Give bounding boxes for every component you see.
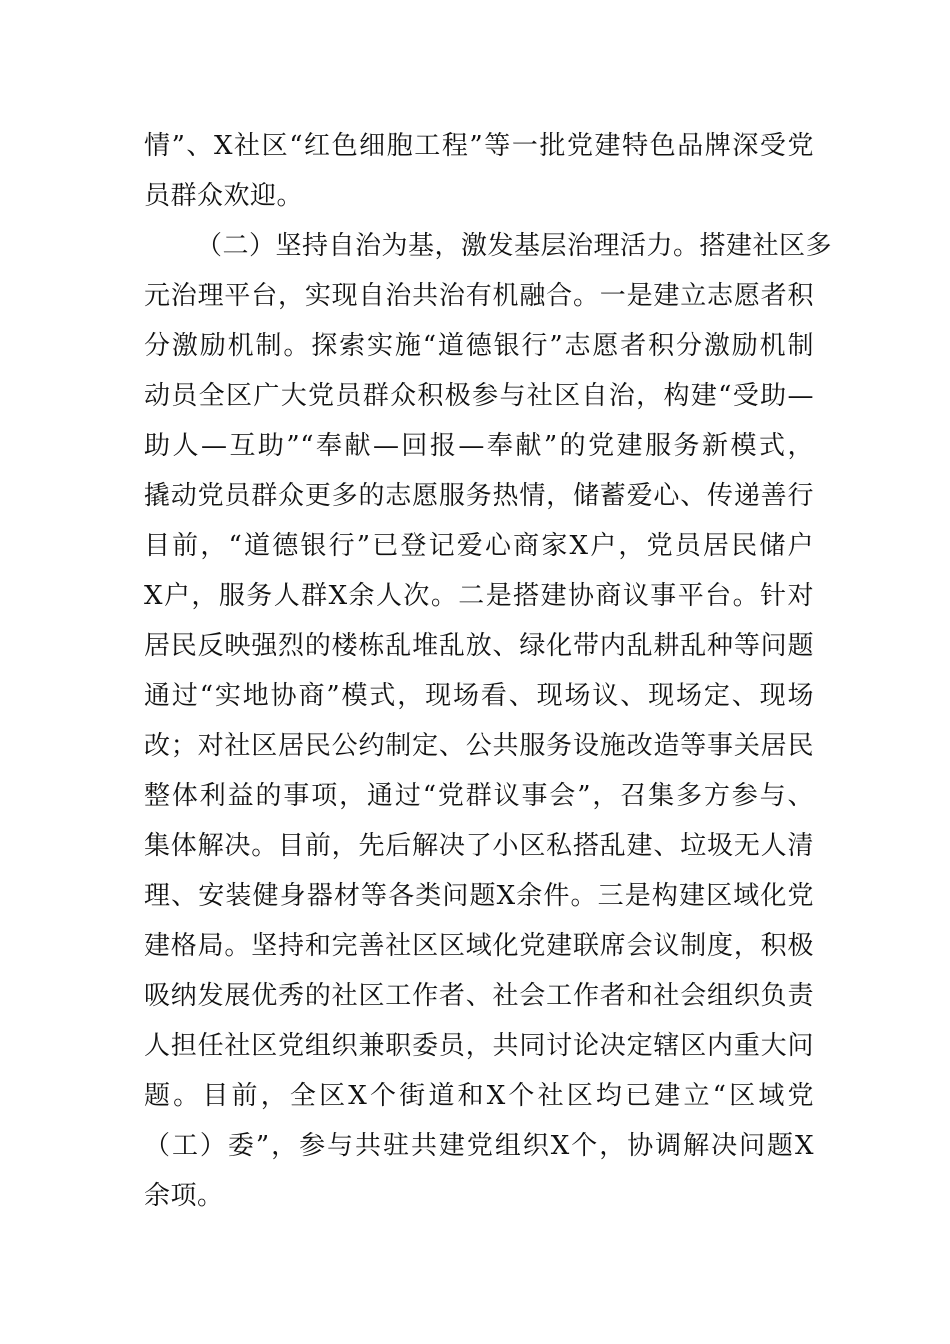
paragraph-heading-line: （二）坚持自治为基，激发基层治理活力。搭建社区多	[196, 231, 833, 261]
text-line: 元治理平台，实现自治共治有机融合。一是建立志愿者积	[144, 281, 814, 311]
text-line: 吸纳发展优秀的社区工作者、社会工作者和社会组织负责	[144, 981, 814, 1011]
text-line: 助人—互助”“奉献—回报—奉献”的党建服务新模式，	[144, 431, 814, 461]
text-line: 余项。	[144, 1181, 224, 1211]
text-line: 集体解决。目前，先后解决了小区私搭乱建、垃圾无人清	[144, 831, 814, 861]
text-line: （工）委”，参与共驻共建党组织X个，协调解决问题X	[144, 1131, 814, 1161]
text-line: 居民反映强烈的楼栋乱堆乱放、绿化带内乱耕乱种等问题	[144, 631, 814, 661]
text-line: 建格局。坚持和完善社区区域化党建联席会议制度，积极	[144, 931, 814, 961]
text-line: 员群众欢迎。	[144, 181, 304, 211]
text-line: 分激励机制。探索实施“道德银行”志愿者积分激励机制	[144, 331, 814, 361]
text-line: 整体利益的事项，通过“党群议事会”，召集多方参与、	[144, 781, 814, 811]
text-line: X户，服务人群X余人次。二是搭建协商议事平台。针对	[144, 581, 814, 611]
text-line: 理、安装健身器材等各类问题X余件。三是构建区域化党	[144, 881, 814, 911]
text-line: 人担任社区党组织兼职委员，共同讨论决定辖区内重大问	[144, 1031, 814, 1061]
text-line: 撬动党员群众更多的志愿服务热情，储蓄爱心、传递善行	[144, 481, 814, 511]
text-line: 改；对社区居民公约制定、公共服务设施改造等事关居民	[144, 731, 814, 761]
text-line: 情”、X社区“红色细胞工程”等一批党建特色品牌深受党	[144, 131, 814, 161]
text-line: 题。目前，全区X个街道和X个社区均已建立“区域党	[144, 1081, 814, 1111]
text-line: 通过“实地协商”模式，现场看、现场议、现场定、现场	[144, 681, 814, 711]
text-line: 动员全区广大党员群众积极参与社区自治，构建“受助—	[144, 381, 814, 411]
text-line: 目前，“道德银行”已登记爱心商家X户，党员居民储户	[144, 531, 814, 561]
